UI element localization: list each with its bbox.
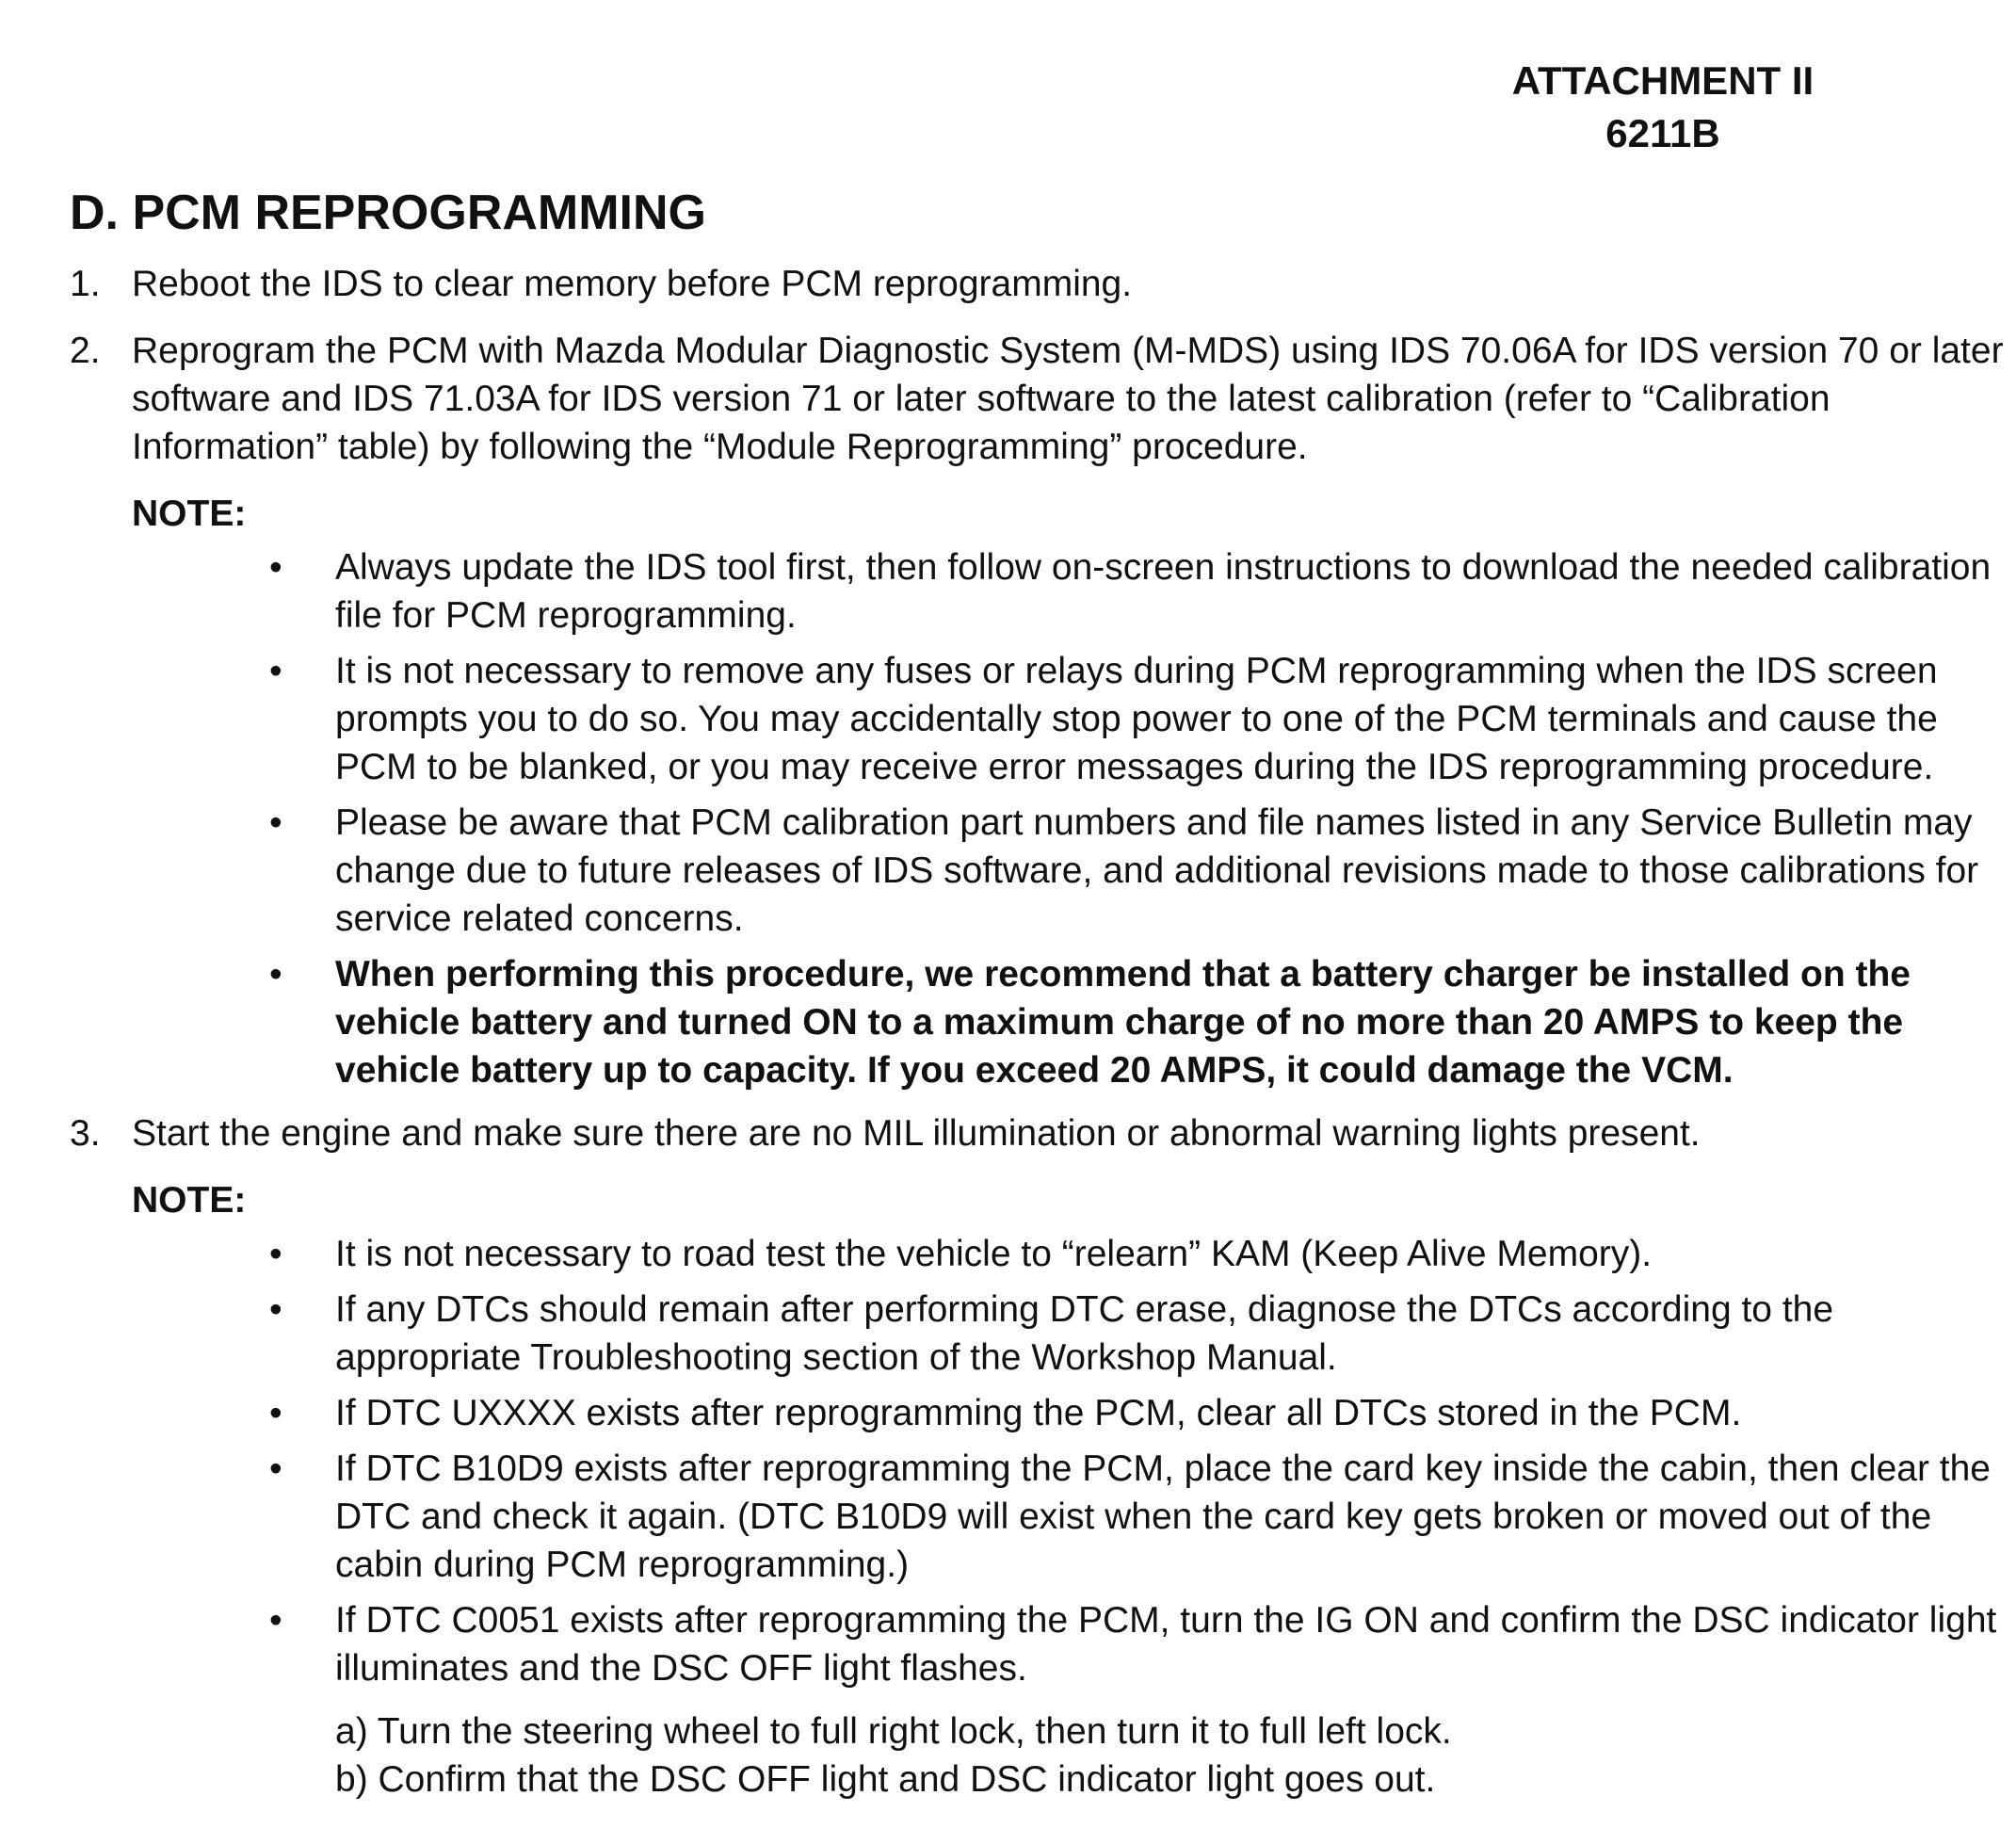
note-item [70, 1286, 2009, 1382]
bulletin-number: 6211B [1605, 111, 1720, 155]
note-list [70, 1230, 2009, 1692]
substep-a: a) Turn the steering wheel to full right lock, then turn it to full left lock. [335, 1711, 1452, 1752]
section-title: D. PCM REPROGRAMMING [70, 186, 706, 240]
step-text: Reprogram the PCM with Mazda Modular Diagnostic System (M-MDS) using IDS 70.06A for IDS version 70 or later software and IDS 71.03A for IDS version 71 or later software to the latest calibration (refer to “Calibration Information” table) by following the “Module Reprogramming” procedure. [132, 331, 2004, 467]
bullet-dot-icon: • [269, 547, 282, 588]
attachment-label: ATTACHMENT II [1511, 58, 1814, 103]
note-text: If any DTCs should remain after performing DTC erase, diagnose the DTCs according to the appropriate Troubleshooting section of the Workshop Manual. [335, 1289, 1834, 1378]
bullet-dot-icon: • [269, 1448, 282, 1489]
bullet-dot-icon: • [269, 1234, 282, 1274]
note-label: NOTE: [132, 493, 247, 534]
step-number: 2. [70, 331, 101, 371]
note-list [70, 543, 2009, 1094]
procedure-content [70, 260, 2009, 1804]
step-number: 3. [70, 1113, 101, 1154]
step-text: Start the engine and make sure there are no MIL illumination or abnormal warning lights present. [132, 1113, 1701, 1154]
bullet-dot-icon: • [269, 954, 282, 995]
note-text: Please be aware that PCM calibration part numbers and file names listed in any Service Bulletin may change due to future releases of IDS software, and additional revisions made to those calibrations for service related concerns. [335, 802, 1979, 939]
note-label: NOTE: [132, 1180, 247, 1221]
note-item [70, 647, 2009, 791]
substep-b: b) Confirm that the DSC OFF light and DSC indicator light goes out. [335, 1759, 1436, 1800]
bullet-dot-icon: • [269, 1289, 282, 1330]
note-item-warning [70, 950, 2009, 1094]
battery-charger-warning: When performing this procedure, we recommend that a battery charger be installed on the vehicle battery and turned ON to a maximum charge of no more than 20 AMPS to keep the vehicle battery up to capacity. If you exceed 20 AMPS, it could damage the VCM. [335, 954, 1911, 1091]
note-text: If DTC B10D9 exists after reprogramming the PCM, place the card key inside the cabin, then clear the DTC and check it again. (DTC B10D9 will exist when the card key gets broken or moved out of the cabin during PCM reprogramming.) [335, 1448, 1991, 1585]
bullet-dot-icon: • [269, 1600, 282, 1641]
bullet-dot-icon: • [269, 651, 282, 691]
step-2 [70, 327, 2009, 471]
step-text: Reboot the IDS to clear memory before PCM reprogramming. [132, 264, 1133, 304]
note-item [70, 1230, 2009, 1278]
note-text: It is not necessary to remove any fuses or relays during PCM reprogramming when the IDS screen prompts you to do so. You may accidentally stop power to one of the PCM terminals and cause the PCM to be blanked, or you may receive error messages during the IDS reprogramming procedure. [335, 651, 1938, 787]
note-text: If DTC C0051 exists after reprogramming the PCM, turn the IG ON and confirm the DSC indicator light illuminates and the DSC OFF light flashes. [335, 1600, 1997, 1689]
step-number: 1. [70, 264, 101, 304]
note-text: If DTC UXXXX exists after reprogramming the PCM, clear all DTCs stored in the PCM. [335, 1393, 1742, 1433]
note-item [70, 1596, 2009, 1692]
step-1 [70, 260, 2009, 308]
note-text: It is not necessary to road test the vehicle to “relearn” KAM (Keep Alive Memory). [335, 1234, 1653, 1274]
note-item [70, 1389, 2009, 1437]
note-item [70, 799, 2009, 943]
attachment-header [1456, 55, 1870, 160]
bullet-dot-icon: • [269, 1393, 282, 1433]
note-item [70, 1445, 2009, 1589]
bullet-dot-icon: • [269, 802, 282, 843]
note-item [70, 543, 2009, 639]
note-text: Always update the IDS tool first, then follow on-screen instructions to download the needed calibration file for PCM reprogramming. [335, 547, 1992, 636]
step-3 [70, 1109, 2009, 1157]
